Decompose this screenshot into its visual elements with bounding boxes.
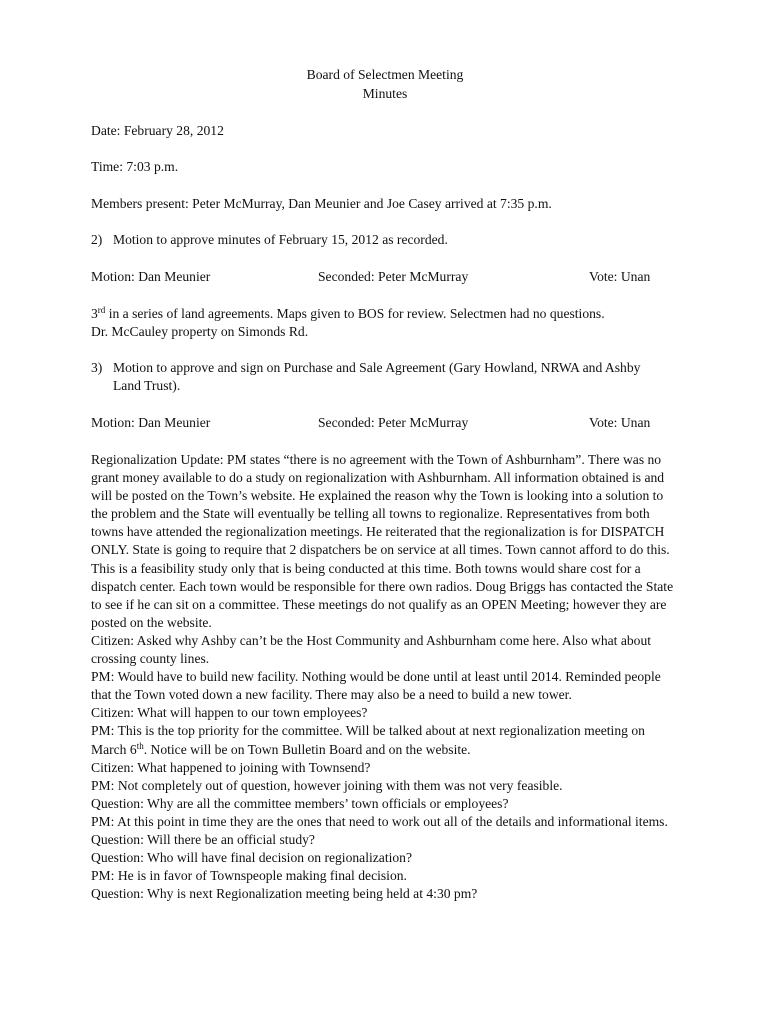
citizen-question-2: Citizen: What will happen to our town employees? [91,705,368,721]
motion-text: Motion: Dan Meunier [91,415,211,430]
pm-answer-2-text: PM: This is the top priority for the committee. Will be talked about at next regionalization meeting on March 6 [91,723,645,757]
pm-answer-2 [91,722,676,758]
meeting-date: Date: February 28, 2012 [91,123,224,138]
document-subtitle: Minutes [362,86,408,101]
ordinal-suffix: th [136,740,144,751]
agenda-item-2 [91,231,671,249]
ordinal-suffix: rd [97,305,106,315]
seconded-text: Seconded: Peter McMurray [318,269,469,284]
pm-answer-3: PM: Not completely out of question, however joining with them was not very feasible. [91,777,563,793]
item-text: Motion to approve minutes of February 15, 2012 as recorded. [113,232,448,247]
item-text: Motion to approve and sign on Purchase and Sale Agreement (Gary Howland, NRWA and Ashby Land Trust). [113,360,641,393]
regionalization-discussion [91,451,676,903]
vote-text: Vote: Unan [589,415,651,430]
pm-answer-1: PM: Would have to build new facility. Nothing would be done until at least until 2014. Reminded people that the Town voted down a new facility. There may also be a need to build a new tower. [91,669,661,703]
vote-text: Vote: Unan [589,269,651,284]
question-2: Question: Will there be an official study? [91,831,315,847]
members-present: Members present: Peter McMurray, Dan Meunier and Joe Casey arrived at 7:35 p.m. [91,196,552,211]
question-3: Question: Who will have final decision on regionalization? [91,850,413,866]
item-number: 3) [91,360,103,375]
agenda-item-3 [91,359,666,395]
land-line-1: in a series of land agreements. Maps given to BOS for review. Selectmen had no questions. [105,306,605,321]
pm-answer-4: PM: At this point in time they are the ones that need to work out all of the details and informational items. [91,813,668,829]
seconded-text: Seconded: Peter McMurray [318,415,469,430]
meeting-time: Time: 7:03 p.m. [91,159,179,174]
motion-text: Motion: Dan Meunier [91,269,211,284]
pm-answer-5: PM: He is in favor of Townspeople making final decision. [91,868,407,884]
item-number: 2) [91,232,103,247]
ordinal-number: 3 [91,306,98,321]
land-line-2: Dr. McCauley property on Simonds Rd. [91,324,309,339]
question-4: Question: Why is next Regionalization meeting being held at 4:30 pm? [91,886,478,902]
document-title: Board of Selectmen Meeting [306,67,464,82]
regionalization-update: Regionalization Update: PM states “there is no agreement with the Town of Ashburnham”. There was no grant money available to do a study on regionalization with Ashburnham. All information obtained is and will be posted on the Town’s website. He explained the reason why the Town is looking into a solution to the problem and the State will eventually be telling all towns to regionalize. Representatives from both towns have attended the regionalization meetings. He reiterated that the regionalization is for DISPATCH ONLY. State is going to require that 2 dispatchers be on service at all times. Town cannot afford to do this. This is a feasibility study only that is being conducted at this time. Both towns would share cost for a dispatch center. Each town would be responsible for there own radios. Doug Briggs has contacted the State to see if he can sit on a committee. These meetings do not qualify as an OPEN Meeting; however they are posted on the website. [91,452,674,630]
pm-answer-2-rest: . Notice will be on Town Bulletin Board and on the website. [143,741,471,757]
question-1: Question: Why are all the committee members’ town officials or employees? [91,795,509,811]
citizen-question-3: Citizen: What happened to joining with Townsend? [91,759,371,775]
citizen-question-1: Citizen: Asked why Ashby can’t be the Host Community and Ashburnham come here. Also what about crossing county lines. [91,632,652,667]
land-agreement-note [91,305,681,341]
